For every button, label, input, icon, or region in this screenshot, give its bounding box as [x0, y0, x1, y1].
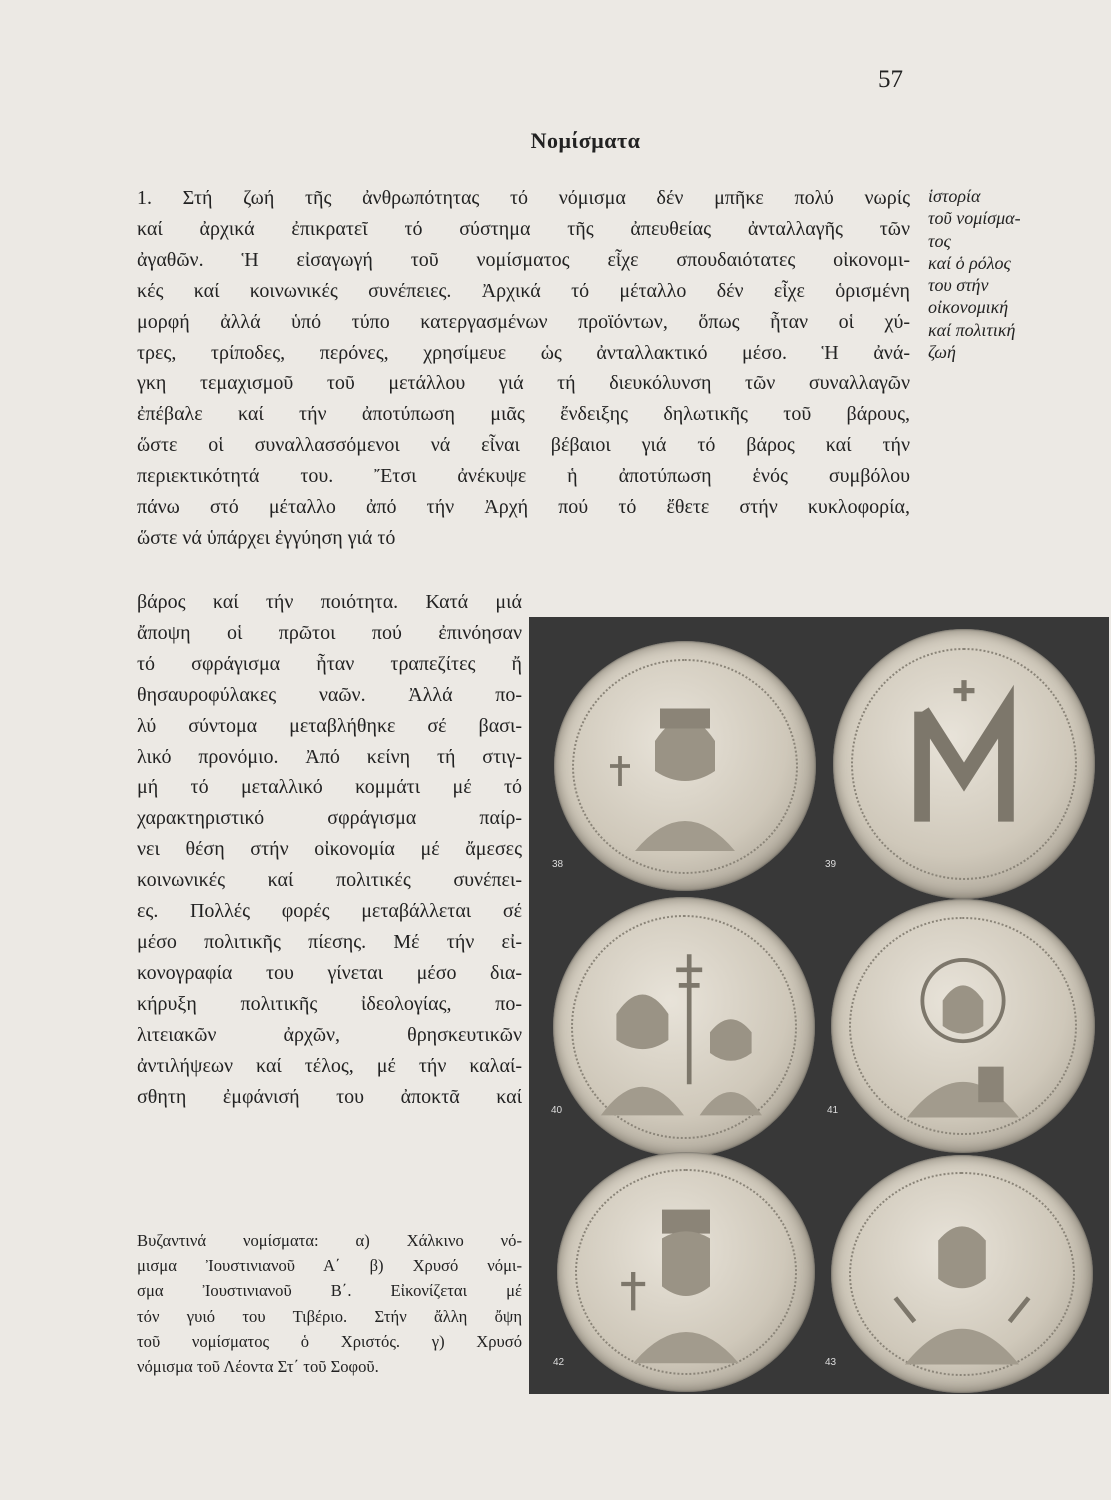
text-line: ἀγαθῶν. Ἡ εἰσαγωγή τοῦ νομίσματος εἶχε σπουδαιότατες οἰκονομι-	[137, 248, 910, 271]
text-line: κονογραφία του γίνεται μέσο δια-	[137, 961, 522, 984]
text-line: κοινωνικές καί πολιτικές συνέπει-	[137, 869, 522, 892]
coin-large-m-reverse	[833, 629, 1095, 899]
text-line: κές καί κοινωνικές συνέπειες. Ἀρχικά τό μέταλλο δέν εἶχε ὁρισμένη	[137, 279, 910, 302]
two-figures-icon	[553, 897, 815, 1157]
text-line: βάρος καί τήν ποιότητα. Κατά μιά	[137, 591, 522, 613]
caption-line: Βυζαντινά νομίσματα: α) Χάλκινο νό-	[137, 1231, 522, 1250]
margin-note-line: καί πολιτική	[928, 319, 1016, 340]
margin-note-line: οἰκονομική	[928, 297, 1009, 318]
emperor-bust-icon	[554, 641, 816, 891]
text-line: σθητη ἐμφάνισή του ἀποκτᾶ καί	[137, 1085, 522, 1108]
body-text-wide	[137, 183, 910, 554]
text-line: λικό προνόμιο. Ἀπό κείνη τή στιγ-	[137, 745, 522, 768]
coin-emperor-bust	[554, 641, 816, 891]
coin-number: 39	[825, 859, 837, 870]
text-line: καί ἀρχικά ἐπικρατεῖ τό σύστημα τῆς ἀπευθείας ἀνταλλαγῆς τῶν	[137, 217, 910, 240]
page-number: 57	[878, 66, 903, 93]
caption-line: μισμα Ἰουστινιανοῦ Α΄ β) Χρυσό νόμι-	[137, 1256, 522, 1276]
text-line: νει θέση στήν οἰκονομία μέ ἄμεσες	[137, 838, 522, 861]
text-line: ὥστε νά ὑπάρχει ἐγγύηση γιά τό	[137, 526, 396, 549]
text-line: τρες, τρίποδες, περόνες, χρησίμευε ὡς ἀνταλλακτικό μέσο. Ἡ ἀνά-	[137, 341, 910, 364]
caption-line: τοῦ νομίσματος ὁ Χριστός. γ) Χρυσό	[137, 1331, 522, 1351]
coin-number: 42	[553, 1357, 565, 1368]
margin-note-line: του στήν	[928, 275, 989, 296]
text-line: πάνω στό μέταλλο ἀπό τήν Ἀρχή πού τό ἔθετε στήν κυκλοφορία,	[137, 496, 910, 519]
coin-plate	[529, 617, 1109, 1394]
christ-bust-icon	[831, 899, 1095, 1153]
large-m-icon	[833, 629, 1095, 899]
coin-virgin-bust	[831, 1155, 1093, 1393]
body-text-narrow	[137, 587, 522, 1112]
virgin-bust-icon	[831, 1155, 1093, 1393]
coin-number: 41	[827, 1105, 839, 1116]
coin-emperor-crowned	[557, 1152, 815, 1392]
margin-note-line: ἱστορία	[928, 186, 981, 206]
text-line: ὥστε οἱ συναλλασσόμενοι νά εἶναι βέβαιοι γιά τό βάρος καί τήν	[137, 434, 910, 457]
coin-number: 38	[552, 859, 564, 870]
caption	[137, 1228, 522, 1379]
margin-note-line: καί ὁ ρόλος	[928, 252, 1011, 273]
text-line: μέσο πολιτικῆς πίεσης. Μέ τήν εἰ-	[137, 930, 522, 953]
coin-number: 40	[551, 1105, 563, 1116]
crowned-emperor-icon	[557, 1152, 815, 1392]
margin-note-line: ζωή	[928, 342, 956, 363]
text-line: ἐπέβαλε καί τήν ἀποτύπωση μιᾶς ἔνδειξης δηλωτικῆς τοῦ βάρους,	[137, 403, 910, 426]
text-line: χαρακτηριστικό σφράγισμα παίρ-	[137, 807, 522, 830]
text-line: θησαυροφύλακες ναῶν. Ἀλλά πο-	[137, 683, 522, 706]
page-title: Νομίσματα	[530, 128, 641, 153]
text-line: τό σφράγισμα ἦταν τραπεζίτες ἤ	[137, 652, 522, 675]
text-line: λύ σύντομα μεταβλήθηκε σέ βασι-	[137, 714, 522, 737]
margin-note	[928, 185, 1088, 363]
text-line: περιεκτικότητά του. Ἔτσι ἀνέκυψε ἡ ἀποτύπωση ἑνός συμβόλου	[137, 465, 910, 488]
text-line: μορφή ἀλλά ὑπό τύπο κατεργασμένων προϊόντων, ὅπως ἦταν οἱ χύ-	[137, 310, 910, 333]
coin-christ-bust	[831, 899, 1095, 1153]
margin-note-line: τοῦ νομίσμα-	[928, 208, 1021, 229]
text-line: 1. Στή ζωή τῆς ἀνθρωπότητας τό νόμισμα δέν μπῆκε πολύ νωρίς	[137, 187, 910, 209]
text-line: ἄποψη οἱ πρῶτοι πού ἐπινόησαν	[137, 621, 522, 644]
text-line: ἀντιλήψεων καί τέλος, μέ τήν καλαί-	[137, 1054, 522, 1077]
text-line: γκη τεμαχισμοῦ τοῦ μετάλλου γιά τή διευκόλυνση τῶν συναλλαγῶν	[137, 372, 910, 395]
caption-line: νόμισμα τοῦ Λέοντα Στ΄ τοῦ Σοφοῦ.	[137, 1357, 379, 1377]
caption-line: τόν γυιό του Τιβέριο. Στήν ἄλλη ὄψη	[137, 1306, 522, 1326]
coin-number: 43	[825, 1357, 837, 1368]
coin-emperor-and-son	[553, 897, 815, 1157]
text-line: κήρυξη πολιτικῆς ἰδεολογίας, πο-	[137, 992, 522, 1015]
caption-line: σμα Ἰουστινιανοῦ Β΄. Εἰκονίζεται μέ	[137, 1281, 522, 1301]
text-line: ες. Πολλές φορές μεταβάλλεται σέ	[137, 900, 522, 923]
text-line: λιτειακῶν ἀρχῶν, θρησκευτικῶν	[137, 1023, 522, 1046]
text-line: μή τό μεταλλικό κομμάτι μέ τό	[137, 776, 522, 799]
margin-note-line: τος	[928, 230, 951, 251]
